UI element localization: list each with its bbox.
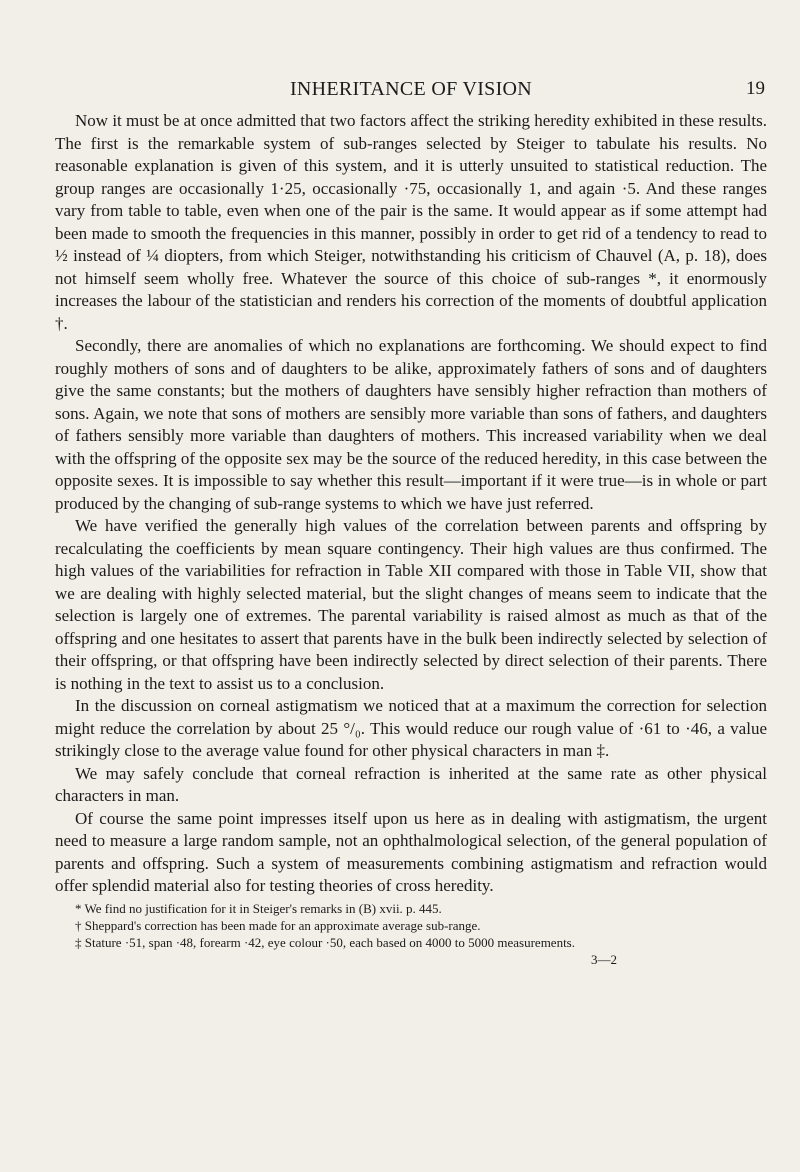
paragraph: Now it must be at once admitted that two factors affect the striking heredity exhibited in these results. The first is the remarkable system of sub-ranges selected by Steiger to tabulate his results. No reasonable explanation is given of this system, and it is utterly unsuited to statistical reduction. The group ranges are occasionally 1·25, occasionally ·75, occasionally 1, and again ·5. And these ranges vary from table to table, even when one of the pair is the same. It would appear as if some attempt had been made to smooth the frequencies in this manner, possibly in order to get rid of a tendency to read to ½ instead of ¼ diopters, from which Steiger, notwithstanding his criticism of Chauvel (A, p. 18), does not himself seem wholly free. Whatever the source of this choice of sub-ranges *, it enormously increases the labour of the statistician and renders his correction of the moments of doubtful application †.	[55, 111, 767, 333]
body-text	[55, 110, 767, 898]
footnote: * We find no justification for it in Steiger's remarks in (B) xvii. p. 445.	[75, 900, 442, 916]
signature-mark: 3—2	[591, 951, 617, 967]
page-number: 19	[746, 78, 765, 99]
footnotes	[55, 900, 767, 951]
paragraph: We have verified the generally high values of the correlation between parents and offspring by recalculating the coefficients by mean square contingency. Their high values are thus confirmed. The high values of the variabilities for refraction in Table XII compared with those in Table VII, show that we are dealing with highly selected material, but the slight changes of means seem to indicate that the selection is largely one of extremes. The parental variability is raised almost as much as that of the offspring and one hesitates to assert that parents have in the bulk been indirectly selected by selection of their offspring, or that offspring have been indirectly selected by direct selection of their parents. There is nothing in the text to assist us to a conclusion.	[55, 516, 767, 693]
running-title: INHERITANCE OF VISION	[289, 78, 533, 100]
paragraph: In the discussion on corneal astigmatism we noticed that at a maximum the correction for selection might reduce the correlation by about 25 °/₀. This would reduce our rough value of ·61 to ·46, a value strikingly close to the average value found for other physical characters in man ‡.	[55, 696, 767, 760]
page	[55, 78, 767, 968]
paragraph: We may safely conclude that corneal refraction is inherited at the same rate as other physical characters in man.	[55, 763, 767, 805]
footnote: ‡ Stature ·51, span ·48, forearm ·42, eye colour ·50, each based on 4000 to 5000 measurements.	[75, 934, 575, 950]
footnote: † Sheppard's correction has been made for an approximate average sub-range.	[75, 917, 481, 933]
paragraph: Secondly, there are anomalies of which no explanations are forthcoming. We should expect to find roughly mothers of sons and of daughters to be alike, approximately fathers of sons and of daughters give the same constants; but the mothers of daughters have sensibly higher refraction than mothers of sons. Again, we note that sons of mothers are sensibly more variable than sons of fathers, and daughters of fathers sensibly more variable than daughters of mothers. This increased variability when we deal with the offspring of the opposite sex may be the source of the reduced heredity, in this case between the opposite sexes. It is impossible to say whether this result—important if it were true—is in whole or part produced by the changing of sub-range systems to which we have just referred.	[55, 336, 767, 513]
paragraph: Of course the same point impresses itself upon us here as in dealing with astigmatism, the urgent need to measure a large random sample, not an ophthalmological selection, of the general population of parents and offspring. Such a system of measurements combining astigmatism and refraction would offer splendid material also for testing theories of cross heredity.	[55, 808, 767, 895]
page-header	[55, 78, 767, 110]
